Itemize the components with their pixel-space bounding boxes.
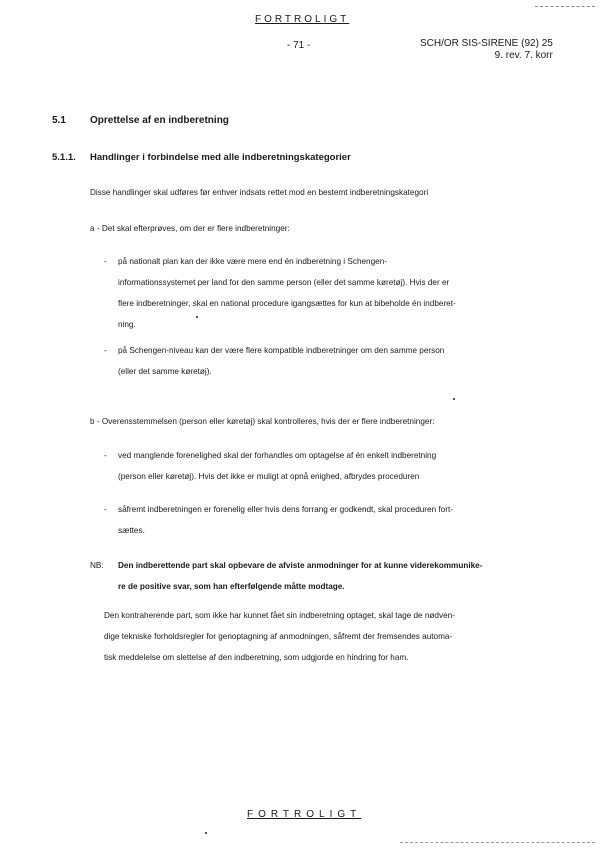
- scan-edge-line: [400, 842, 595, 843]
- item-a-bullet-2: [104, 340, 554, 382]
- text-line: (person eller køretøj). Hvis det ikke er muligt at opnå enighed, afbrydes proceduren: [118, 472, 420, 481]
- note-label: NB:: [90, 561, 104, 570]
- scan-speck: [205, 832, 207, 834]
- bullet-dash: -: [104, 451, 107, 460]
- text-line: informationssystemet per land for den samme person (eller det samme køretøj). Hvis der er: [118, 278, 450, 287]
- text-line: ved manglende forenelighed skal der forhandles om optagelse af én enkelt indberetning: [118, 451, 437, 460]
- text-line: re de positive svar, som han efterfølgende måtte modtage.: [118, 582, 345, 591]
- section-number: 5.1: [52, 115, 66, 126]
- scan-speck: [196, 316, 198, 318]
- text-line: (eller det samme køretøj).: [118, 367, 212, 376]
- item-b-bullet-1: [104, 445, 554, 487]
- intro-paragraph: Disse handlinger skal udføres før enhver indsats rettet mod en bestemt indberetningskategori: [90, 188, 429, 197]
- bullet-dash: -: [104, 257, 107, 266]
- item-b-label: b - Overensstemmelsen (person eller køretøj) skal kontrolleres, hvis der er flere indberetninger:: [90, 417, 435, 426]
- note-text: [118, 555, 554, 597]
- subsection-title: Handlinger i forbindelse med alle indberetningskategorier: [90, 152, 351, 163]
- item-b-bullet-2: [104, 499, 554, 541]
- item-a-bullet-1: [104, 251, 554, 335]
- item-a-label: a - Det skal efterprøves, om der er flere indberetninger:: [90, 224, 290, 233]
- reference-line-2: 9. rev. 7. korr: [494, 50, 553, 61]
- text-line: sættes.: [118, 526, 145, 535]
- text-line: dige tekniske forholdsregler for genoptagning af anmodningen, såfremt der fremsendes automa-: [104, 632, 453, 641]
- text-line: Den kontraherende part, som ikke har kunnet fået sin indberetning optaget, skal tage de nødven-: [104, 611, 455, 620]
- text-line: Den indberettende part skal opbevare de afviste anmodninger for at kunne viderekommunike-: [118, 561, 483, 570]
- text-line: ning.: [118, 320, 136, 329]
- classification-footer: FORTROLIGT: [247, 809, 362, 820]
- document-reference: [420, 38, 553, 62]
- bullet-dash: -: [104, 346, 107, 355]
- scan-speck: [453, 398, 455, 400]
- section-title: Oprettelse af en indberetning: [90, 115, 229, 126]
- scan-edge-line: [535, 6, 595, 7]
- closing-paragraph: [104, 605, 556, 668]
- page-number: - 71 -: [287, 40, 311, 51]
- text-line: på nationalt plan kan der ikke være mere end én indberetning i Schengen-: [118, 257, 387, 266]
- text-line: tisk meddelelse om sletteIse af den indberetning, som udgjorde en hindring for ham.: [104, 653, 409, 662]
- text-line: på Schengen-niveau kan der være flere kompatible indberetninger om den samme person: [118, 346, 445, 355]
- text-line: såfremt indberetningen er forenelig eller hvis dens forrang er godkendt, skal proceduren fort-: [118, 505, 453, 514]
- subsection-number: 5.1.1.: [52, 152, 76, 163]
- text-line: flere indberetninger, skal en national procedure igangsættes for kun at bibeholde én indberet-: [118, 299, 456, 308]
- bullet-dash: -: [104, 505, 107, 514]
- reference-line-1: SCH/OR SIS-SIRENE (92) 25: [420, 38, 553, 49]
- classification-header: FORTROLIGT: [255, 14, 350, 25]
